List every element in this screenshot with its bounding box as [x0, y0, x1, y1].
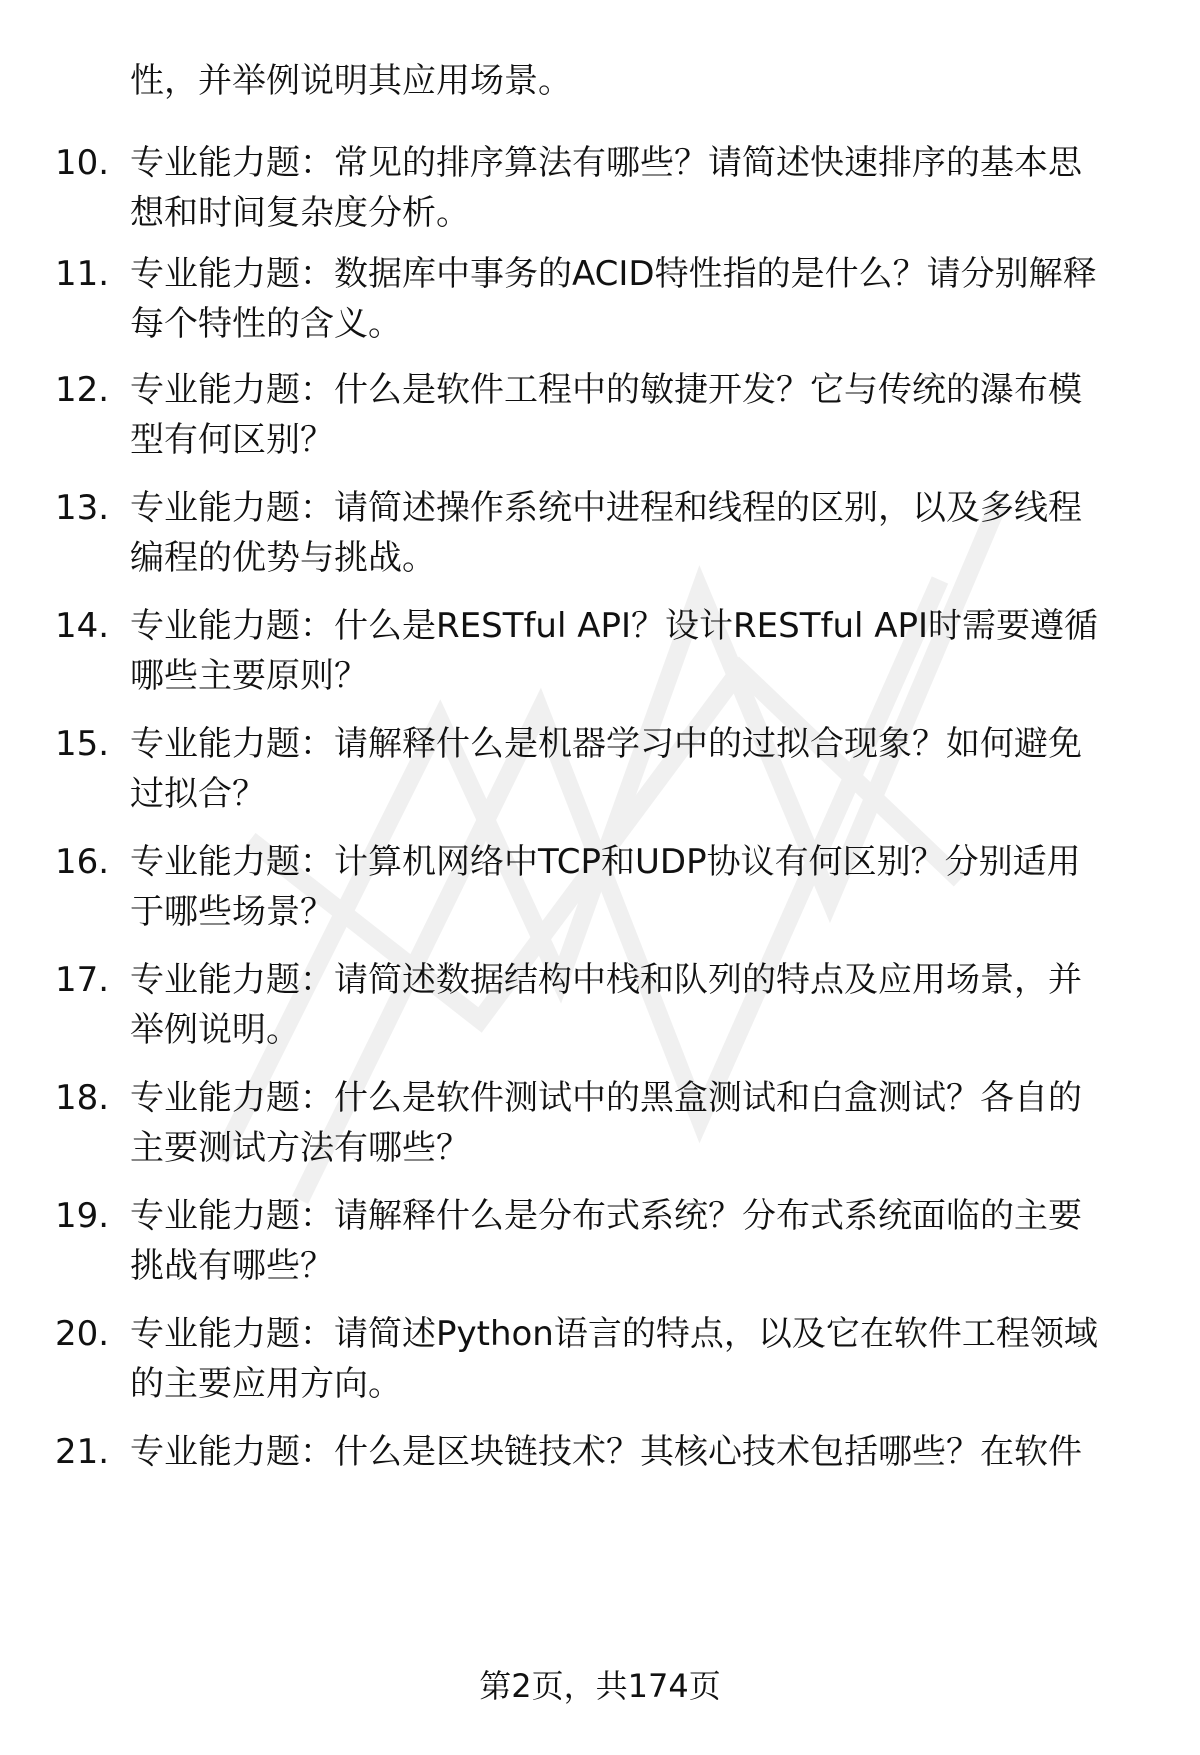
item-number: 17.	[55, 960, 110, 1000]
item-number: 14.	[55, 606, 110, 646]
item-number: 16.	[55, 842, 110, 882]
list-item-19	[0, 1190, 1200, 1300]
item-text-line-1: 专业能力题：什么是软件测试中的黑盒测试和白盒测试？各自的	[130, 1078, 1082, 1118]
list-item-14	[0, 600, 1200, 710]
item-number: 18.	[55, 1078, 110, 1118]
item-text-line-1: 专业能力题：什么是RESTful API？设计RESTful API时需要遵循	[130, 606, 1099, 646]
list-item-10	[0, 137, 1200, 247]
item-text-line-2: 每个特性的含义。	[130, 304, 402, 344]
list-item-11	[0, 248, 1200, 358]
item-text-line-1: 专业能力题：计算机网络中TCP和UDP协议有何区别？分别适用	[130, 842, 1081, 882]
item-text-line-2: 过拟合？	[130, 774, 266, 814]
item-text-line-2: 举例说明。	[130, 1010, 300, 1050]
list-item-17	[0, 954, 1200, 1064]
item-number: 13.	[55, 488, 110, 528]
item-text-line-1: 专业能力题：请解释什么是机器学习中的过拟合现象？如何避免	[130, 724, 1082, 764]
item-text-line-2: 挑战有哪些？	[130, 1246, 334, 1286]
item-text-line-1: 专业能力题：请简述操作系统中进程和线程的区别，以及多线程	[130, 488, 1082, 528]
item-text-line-1: 专业能力题：什么是软件工程中的敏捷开发？它与传统的瀑布模	[130, 370, 1082, 410]
item-number: 15.	[55, 724, 110, 764]
item-text-line-2: 想和时间复杂度分析。	[130, 193, 470, 233]
item-text-line-1: 专业能力题：数据库中事务的ACID特性指的是什么？请分别解释	[130, 254, 1097, 294]
list-item-21	[0, 1426, 1200, 1536]
item-text-line-2: 主要测试方法有哪些？	[130, 1128, 470, 1168]
item-number: 12.	[55, 370, 110, 410]
item-text-line-1: 专业能力题：常见的排序算法有哪些？请简述快速排序的基本思	[130, 143, 1082, 183]
item-text-line-2: 的主要应用方向。	[130, 1364, 402, 1404]
list-item-20	[0, 1308, 1200, 1418]
page-number-footer: 第2页，共174页	[479, 1667, 721, 1705]
item-text-line-2: 于哪些场景？	[130, 892, 334, 932]
item-number: 11.	[55, 254, 110, 294]
item-text-line-2: 哪些主要原则？	[130, 656, 368, 696]
continued-item-text: 性，并举例说明其应用场景。	[130, 61, 572, 101]
list-item-12	[0, 364, 1200, 474]
item-text-line-1: 专业能力题：请简述Python语言的特点，以及它在软件工程领域	[130, 1314, 1098, 1354]
item-number: 10.	[55, 143, 110, 183]
item-number: 19.	[55, 1196, 110, 1236]
list-item-16	[0, 836, 1200, 946]
item-number: 20.	[55, 1314, 110, 1354]
list-item-15	[0, 718, 1200, 828]
list-item-13	[0, 482, 1200, 592]
item-number: 21.	[55, 1432, 110, 1472]
item-text-line-2: 型有何区别？	[130, 420, 334, 460]
item-text-line-1: 专业能力题：请简述数据结构中栈和队列的特点及应用场景，并	[130, 960, 1082, 1000]
list-item-18	[0, 1072, 1200, 1182]
item-text-line-1: 专业能力题：请解释什么是分布式系统？分布式系统面临的主要	[130, 1196, 1082, 1236]
item-text-line-2: 编程的优势与挑战。	[130, 538, 436, 578]
item-text-line-1: 专业能力题：什么是区块链技术？其核心技术包括哪些？在软件	[130, 1432, 1082, 1472]
